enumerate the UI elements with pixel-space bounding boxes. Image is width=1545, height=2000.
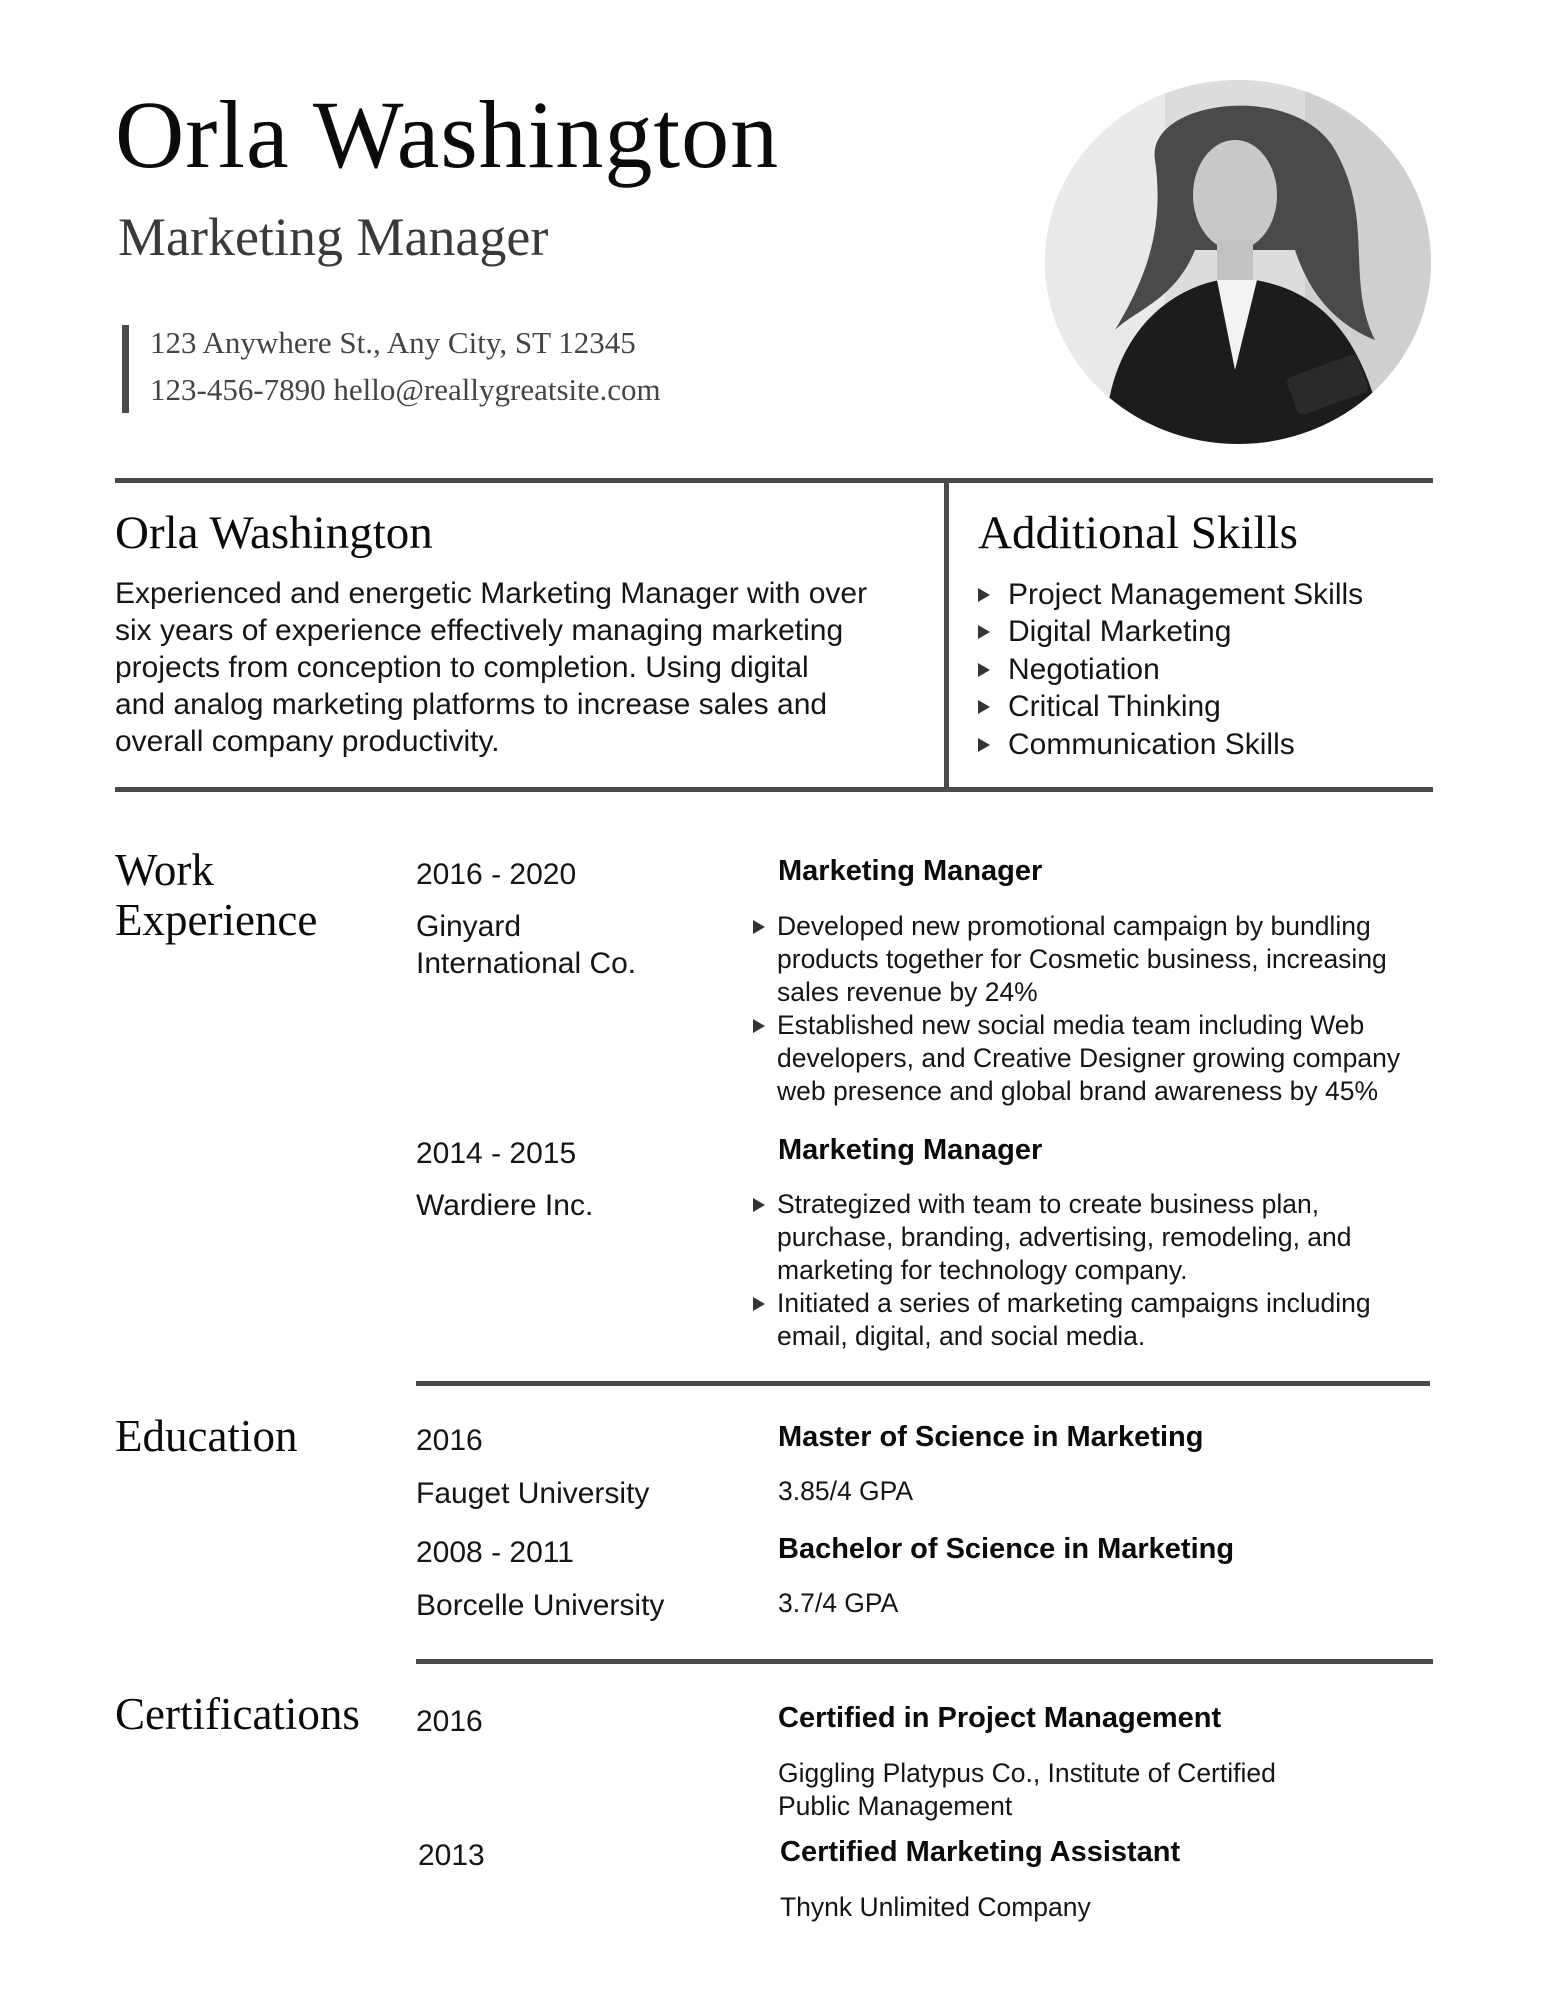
job-years: 2014 - 2015 (416, 1137, 577, 1170)
contact-phone-email: 123-456-7890 hello@reallygreatsite.com (150, 372, 661, 407)
education-school: Fauget University (416, 1477, 650, 1510)
profile-summary (115, 575, 935, 760)
job-company: Ginyard International Co. (416, 910, 637, 980)
certification-name: Certified Marketing Assistant (780, 1836, 1181, 1868)
job-role: Marketing Manager (778, 855, 1043, 887)
skill-item: Project Management Skills (978, 576, 1363, 614)
profile-heading: Orla Washington (115, 507, 433, 559)
job-bullets (753, 1188, 1371, 1353)
skill-item: Negotiation (978, 651, 1363, 689)
column-divider (944, 478, 949, 790)
certification-issuer: Giggling Platypus Co., Institute of Certified Public Management (778, 1758, 1276, 1821)
skills-list (978, 576, 1363, 764)
certification-year: 2013 (418, 1839, 485, 1872)
contact-address: 123 Anywhere St., Any City, ST 12345 (150, 325, 636, 360)
skill-item: Digital Marketing (978, 614, 1363, 652)
education-degree: Bachelor of Science in Marketing (778, 1533, 1235, 1565)
triangle-bullet-icon (753, 1198, 765, 1212)
triangle-bullet-icon (978, 663, 990, 677)
profile-photo (1045, 80, 1431, 444)
job-bullet: Initiated a series of marketing campaigns including email, digital, and social media. (753, 1287, 1371, 1353)
education-gpa: 3.85/4 GPA (778, 1476, 914, 1506)
triangle-bullet-icon (753, 1297, 765, 1311)
job-company: Wardiere Inc. (416, 1189, 594, 1222)
education-year: 2008 - 2011 (416, 1536, 574, 1569)
skill-item: Critical Thinking (978, 689, 1363, 727)
section-divider (416, 1381, 1430, 1386)
summary-line: projects from conception to completion. Using digital (115, 651, 809, 684)
triangle-bullet-icon (978, 625, 990, 639)
certification-name: Certified in Project Management (778, 1702, 1222, 1734)
section-divider (115, 787, 1433, 792)
summary-line: overall company productivity. (115, 725, 500, 758)
certifications-heading: Certifications (115, 1689, 360, 1739)
summary-line: Experienced and energetic Marketing Manager with over (115, 577, 868, 610)
certification-year: 2016 (416, 1705, 483, 1738)
job-title: Marketing Manager (118, 207, 549, 267)
job-years: 2016 - 2020 (416, 858, 577, 891)
summary-line: six years of experience effectively managing marketing (115, 614, 844, 647)
triangle-bullet-icon (753, 1019, 765, 1033)
job-bullet: Developed new promotional campaign by bundling products together for Cosmetic business, increasing sales revenue by 24% (753, 910, 1400, 1009)
triangle-bullet-icon (753, 920, 765, 934)
portrait-image (1045, 80, 1431, 444)
job-bullet: Strategized with team to create business plan, purchase, branding, advertising, remodeling, and marketing for technology company. (753, 1188, 1371, 1287)
section-divider (416, 1659, 1433, 1664)
education-gpa: 3.7/4 GPA (778, 1588, 899, 1618)
triangle-bullet-icon (978, 700, 990, 714)
education-school: Borcelle University (416, 1589, 665, 1622)
job-bullet: Established new social media team including Web developers, and Creative Designer growing company web presence and global brand awareness by 45% (753, 1009, 1400, 1108)
certification-issuer: Thynk Unlimited Company (780, 1892, 1091, 1922)
triangle-bullet-icon (978, 588, 990, 602)
education-heading: Education (115, 1411, 298, 1461)
job-role: Marketing Manager (778, 1134, 1043, 1166)
triangle-bullet-icon (978, 738, 990, 752)
skill-item: Communication Skills (978, 726, 1363, 764)
section-divider (115, 478, 1433, 483)
summary-line: and analog marketing platforms to increase sales and (115, 688, 828, 721)
work-experience-heading: Work Experience (115, 845, 318, 945)
education-degree: Master of Science in Marketing (778, 1421, 1204, 1453)
skills-heading: Additional Skills (978, 507, 1298, 559)
contact-accent-bar (122, 325, 129, 413)
job-bullets (753, 910, 1400, 1108)
candidate-name: Orla Washington (115, 81, 780, 188)
education-year: 2016 (416, 1424, 483, 1457)
